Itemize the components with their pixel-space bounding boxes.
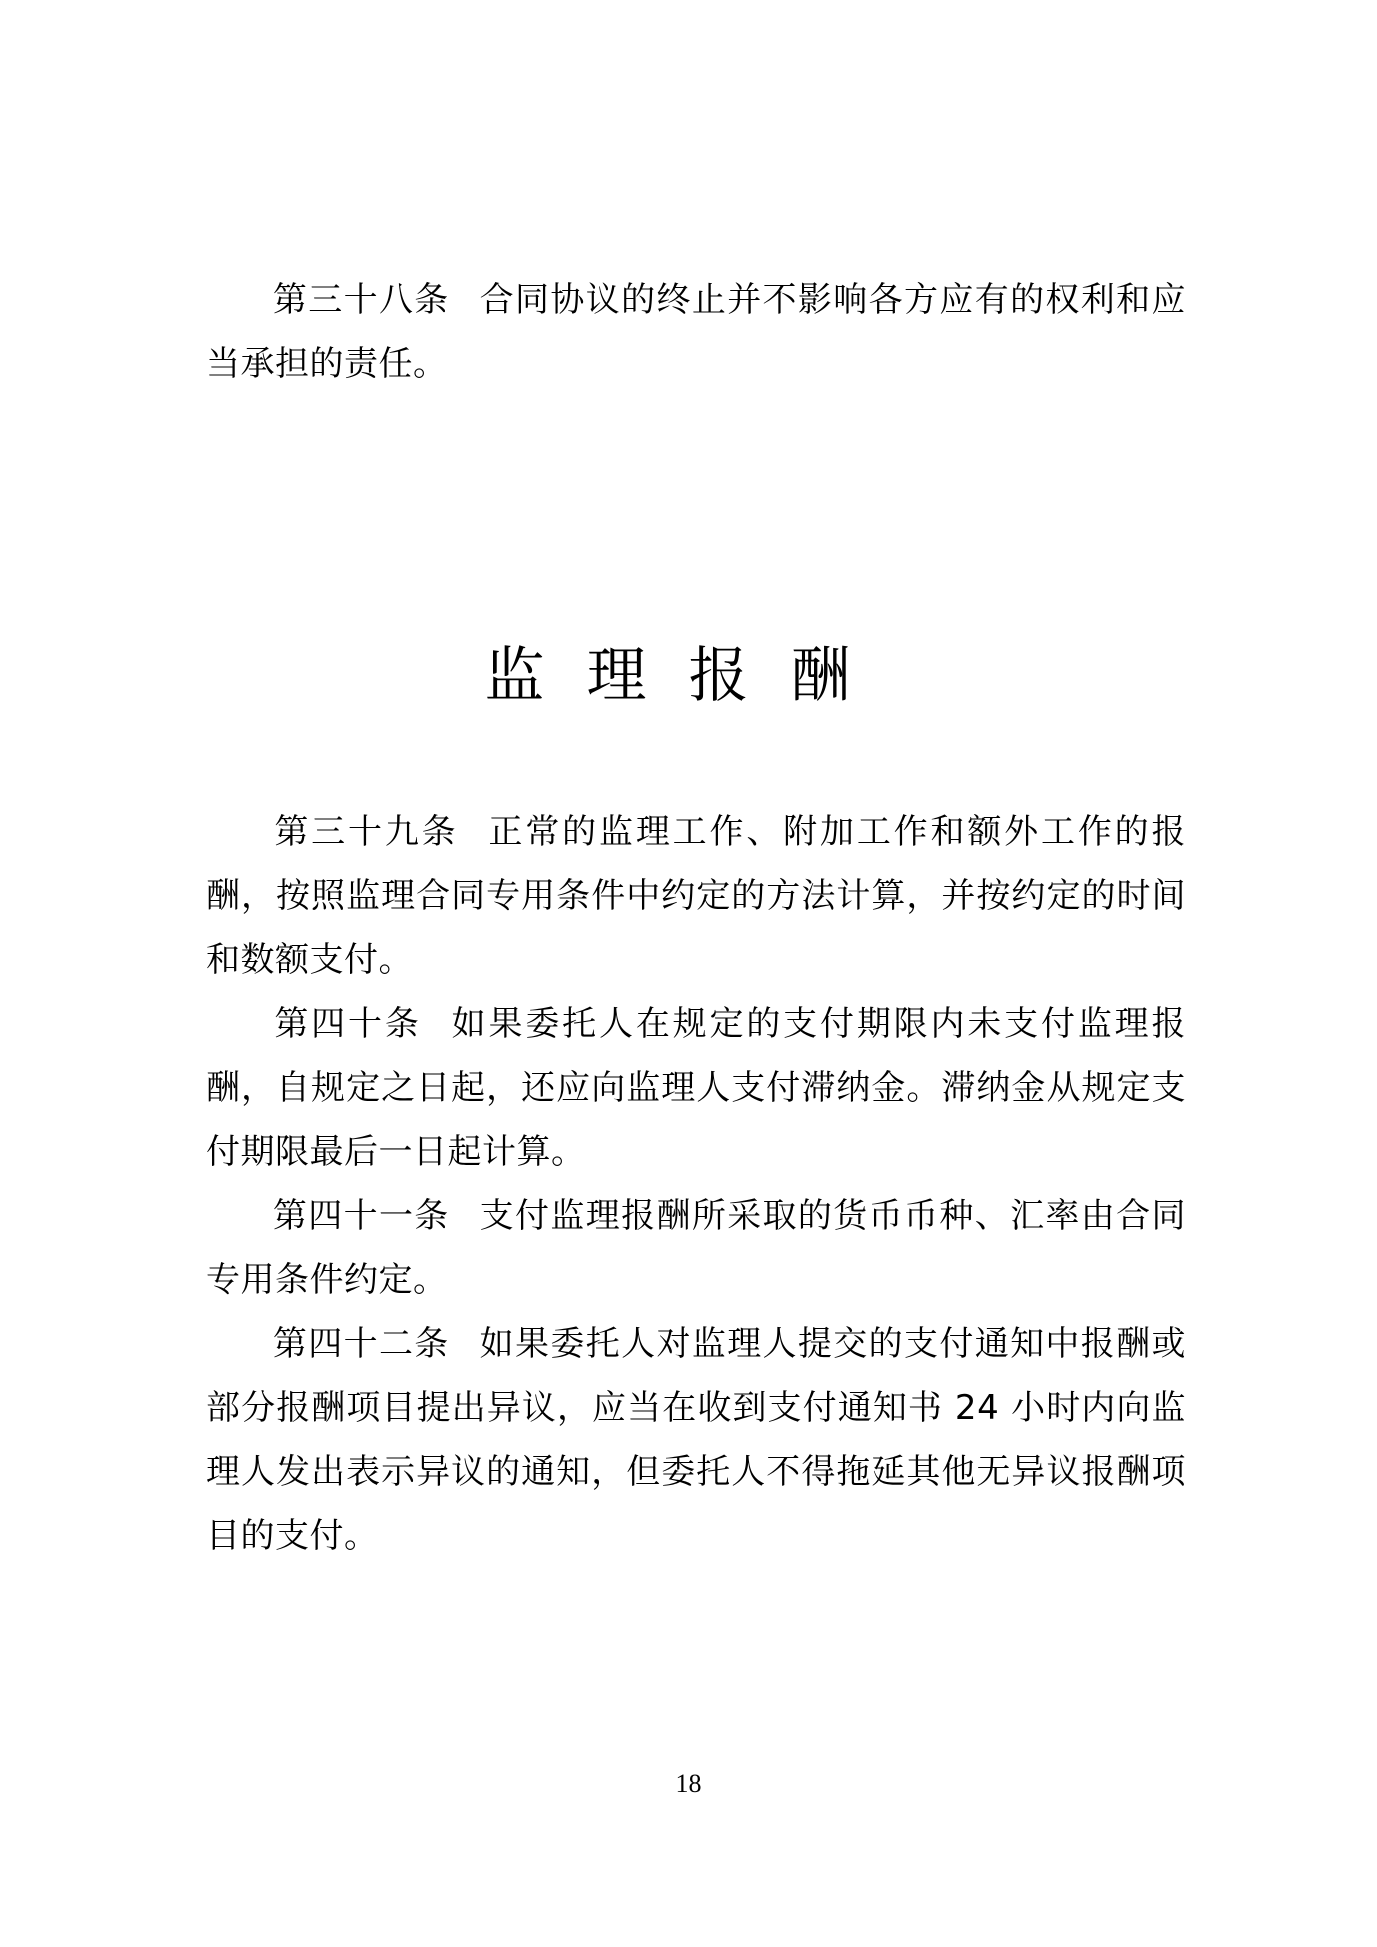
article-text: 如果委托人在规定的支付期限内未支付监理报酬，自规定之日起，还应向监理人支付滞纳金。滞纳金从规定支付期限最后一日起计算。 [206,1004,1187,1172]
article-number: 第三十九条 [272,812,459,852]
article-42 [206,1312,1186,1568]
article-39 [206,800,1186,992]
section-title: 监理报酬 [484,641,893,711]
article-number: 第四十一条 [272,1196,450,1236]
page-number: 18 [675,1769,702,1798]
article-text: 合同协议的终止并不影响各方应有的权利和应当承担的责任。 [206,280,1187,384]
article-number: 第三十八条 [272,280,450,320]
article-text: 如果委托人对监理人提交的支付通知中报酬或部分报酬项目提出异议，应当在收到支付通知书 24 小时内向监理人发出表示异议的通知，但委托人不得拖延其他无异议报酬项目的支付。 [206,1324,1187,1556]
article-text: 正常的监理工作、附加工作和额外工作的报酬，按照监理合同专用条件中约定的方法计算，并按约定的时间和数额支付。 [206,812,1186,980]
article-38 [206,268,1186,396]
article-40 [206,992,1186,1184]
article-number: 第四十条 [272,1004,422,1044]
article-41 [206,1184,1186,1312]
article-text: 支付监理报酬所采取的货币币种、汇率由合同专用条件约定。 [206,1196,1187,1300]
article-number: 第四十二条 [272,1324,450,1364]
